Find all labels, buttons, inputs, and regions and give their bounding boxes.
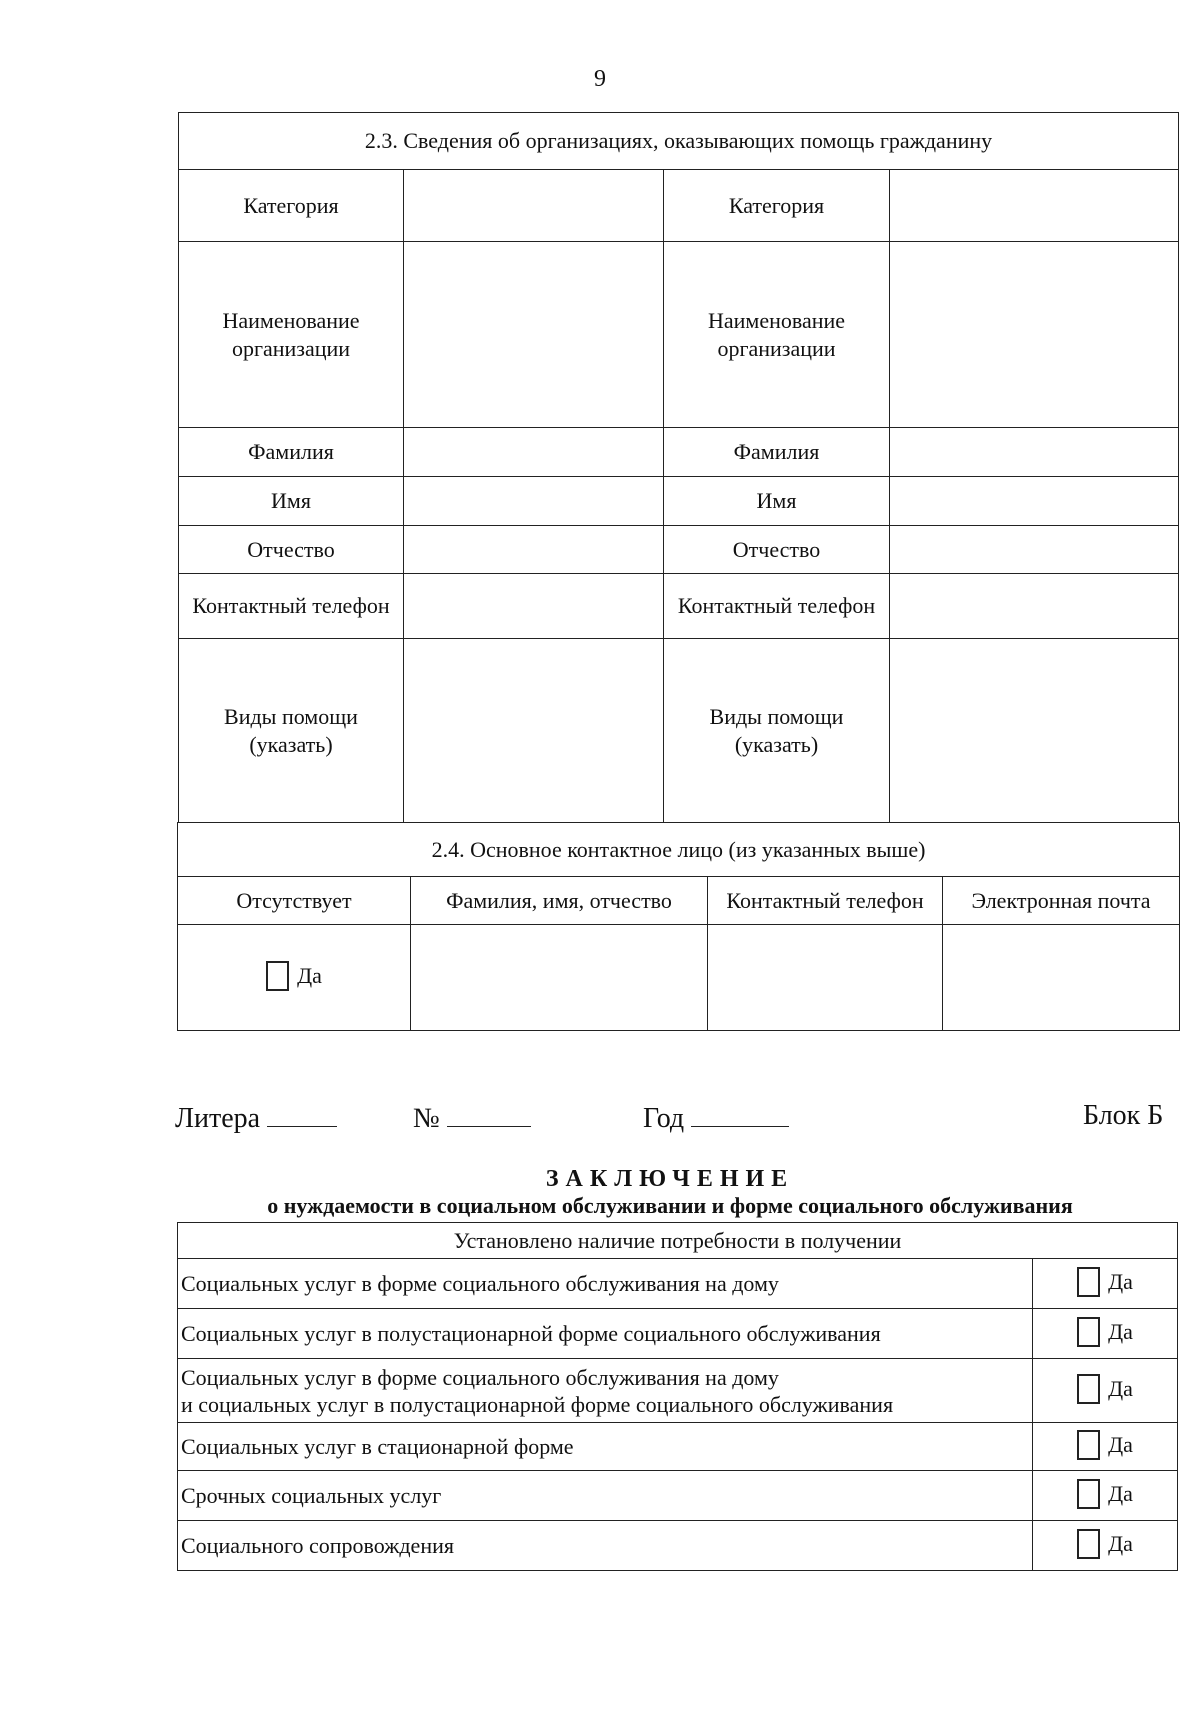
row-label-surname: Фамилия [179,428,404,477]
section-2-4-title: 2.4. Основное контактное лицо (из указанных выше) [178,823,1180,877]
org2-patronymic-cell[interactable] [890,526,1179,574]
org2-phone-cell[interactable] [890,574,1179,639]
row-label-phone: Контактный телефон [664,574,890,639]
option-label: Да [1108,1376,1133,1402]
row-label-help-types: Виды помощи (указать) [664,639,890,823]
option-label: Да [1108,1432,1133,1458]
org1-category-cell[interactable] [404,170,664,242]
contact-phone-cell[interactable] [708,925,943,1031]
option-label: Да [1108,1269,1133,1295]
number-blank[interactable] [447,1100,531,1127]
absent-checkbox[interactable] [266,961,289,991]
section-2-3-title: 2.3. Сведения об организациях, оказывающих помощь гражданину [179,113,1179,170]
org1-surname-cell[interactable] [404,428,664,477]
contact-full-name-cell[interactable] [411,925,708,1031]
need-home-service-label: Социальных услуг в форме социального обслуживания на дому [178,1259,1033,1309]
need-home-and-semi-stationary-line2: и социальных услуг в полустационарной форме социального обслуживания [181,1391,894,1417]
number-field [413,1100,531,1135]
year-label: Год [643,1103,685,1134]
block-label: Блок Б [1083,1100,1164,1131]
org2-name-cell[interactable] [890,242,1179,428]
row-label-surname: Фамилия [664,428,890,477]
need-home-and-semi-stationary-label [178,1359,1033,1423]
header-absent: Отсутствует [178,877,411,925]
org2-help-types-cell[interactable] [890,639,1179,823]
org2-category-cell[interactable] [890,170,1179,242]
need-stationary-label: Социальных услуг в стационарной форме [178,1423,1033,1471]
header-contact-phone: Контактный телефон [708,877,943,925]
org1-help-types-cell[interactable] [404,639,664,823]
conclusion-header: Установлено наличие потребности в получении [178,1223,1178,1259]
conclusion-subtitle: о нуждаемости в социальном обслуживании и форме социального обслуживания [267,1193,1073,1218]
organizations-table [178,112,1179,823]
need-home-service-checkbox[interactable] [1077,1267,1100,1297]
org1-firstname-cell[interactable] [404,477,664,526]
page-number: 9 [594,66,606,92]
absent-cell [178,925,411,1031]
litera-blank[interactable] [267,1100,337,1127]
need-urgent-checkbox[interactable] [1077,1479,1100,1509]
need-urgent-label: Срочных социальных услуг [178,1471,1033,1521]
org1-patronymic-cell[interactable] [404,526,664,574]
row-label-category: Категория [179,170,404,242]
need-semi-stationary-checkbox[interactable] [1077,1317,1100,1347]
row-label-phone: Контактный телефон [179,574,404,639]
row-label-help-types: Виды помощи (указать) [179,639,404,823]
header-email: Электронная почта [943,877,1180,925]
option-label: Да [1108,1319,1133,1345]
option-label: Да [1108,1481,1133,1507]
row-label-patronymic: Отчество [664,526,890,574]
year-field [643,1100,789,1135]
year-blank[interactable] [691,1100,789,1127]
row-label-org-name: Наименование организации [179,242,404,428]
org2-surname-cell[interactable] [890,428,1179,477]
row-label-category: Категория [664,170,890,242]
absent-option-label: Да [297,963,322,989]
conclusion-table [177,1222,1178,1571]
header-full-name: Фамилия, имя, отчество [411,877,708,925]
row-label-name: Имя [664,477,890,526]
need-social-support-label: Социального сопровождения [178,1521,1033,1571]
row-label-patronymic: Отчество [179,526,404,574]
need-home-and-semi-stationary-line1: Социальных услуг в форме социального обслуживания на дому [181,1364,779,1390]
need-semi-stationary-label: Социальных услуг в полустационарной форме социального обслуживания [178,1309,1033,1359]
row-label-org-name: Наименование организации [664,242,890,428]
option-label: Да [1108,1531,1133,1557]
need-home-and-semi-stationary-checkbox[interactable] [1077,1374,1100,1404]
conclusion-title: ЗАКЛЮЧЕНИЕ [545,1166,795,1192]
org2-firstname-cell[interactable] [890,477,1179,526]
org1-phone-cell[interactable] [404,574,664,639]
number-label: № [413,1103,440,1134]
row-label-name: Имя [179,477,404,526]
need-stationary-checkbox[interactable] [1077,1430,1100,1460]
litera-label: Литера [175,1103,261,1134]
main-contact-table [177,822,1180,1031]
org1-name-cell[interactable] [404,242,664,428]
contact-email-cell[interactable] [943,925,1180,1031]
litera-field [175,1100,337,1135]
need-social-support-checkbox[interactable] [1077,1529,1100,1559]
